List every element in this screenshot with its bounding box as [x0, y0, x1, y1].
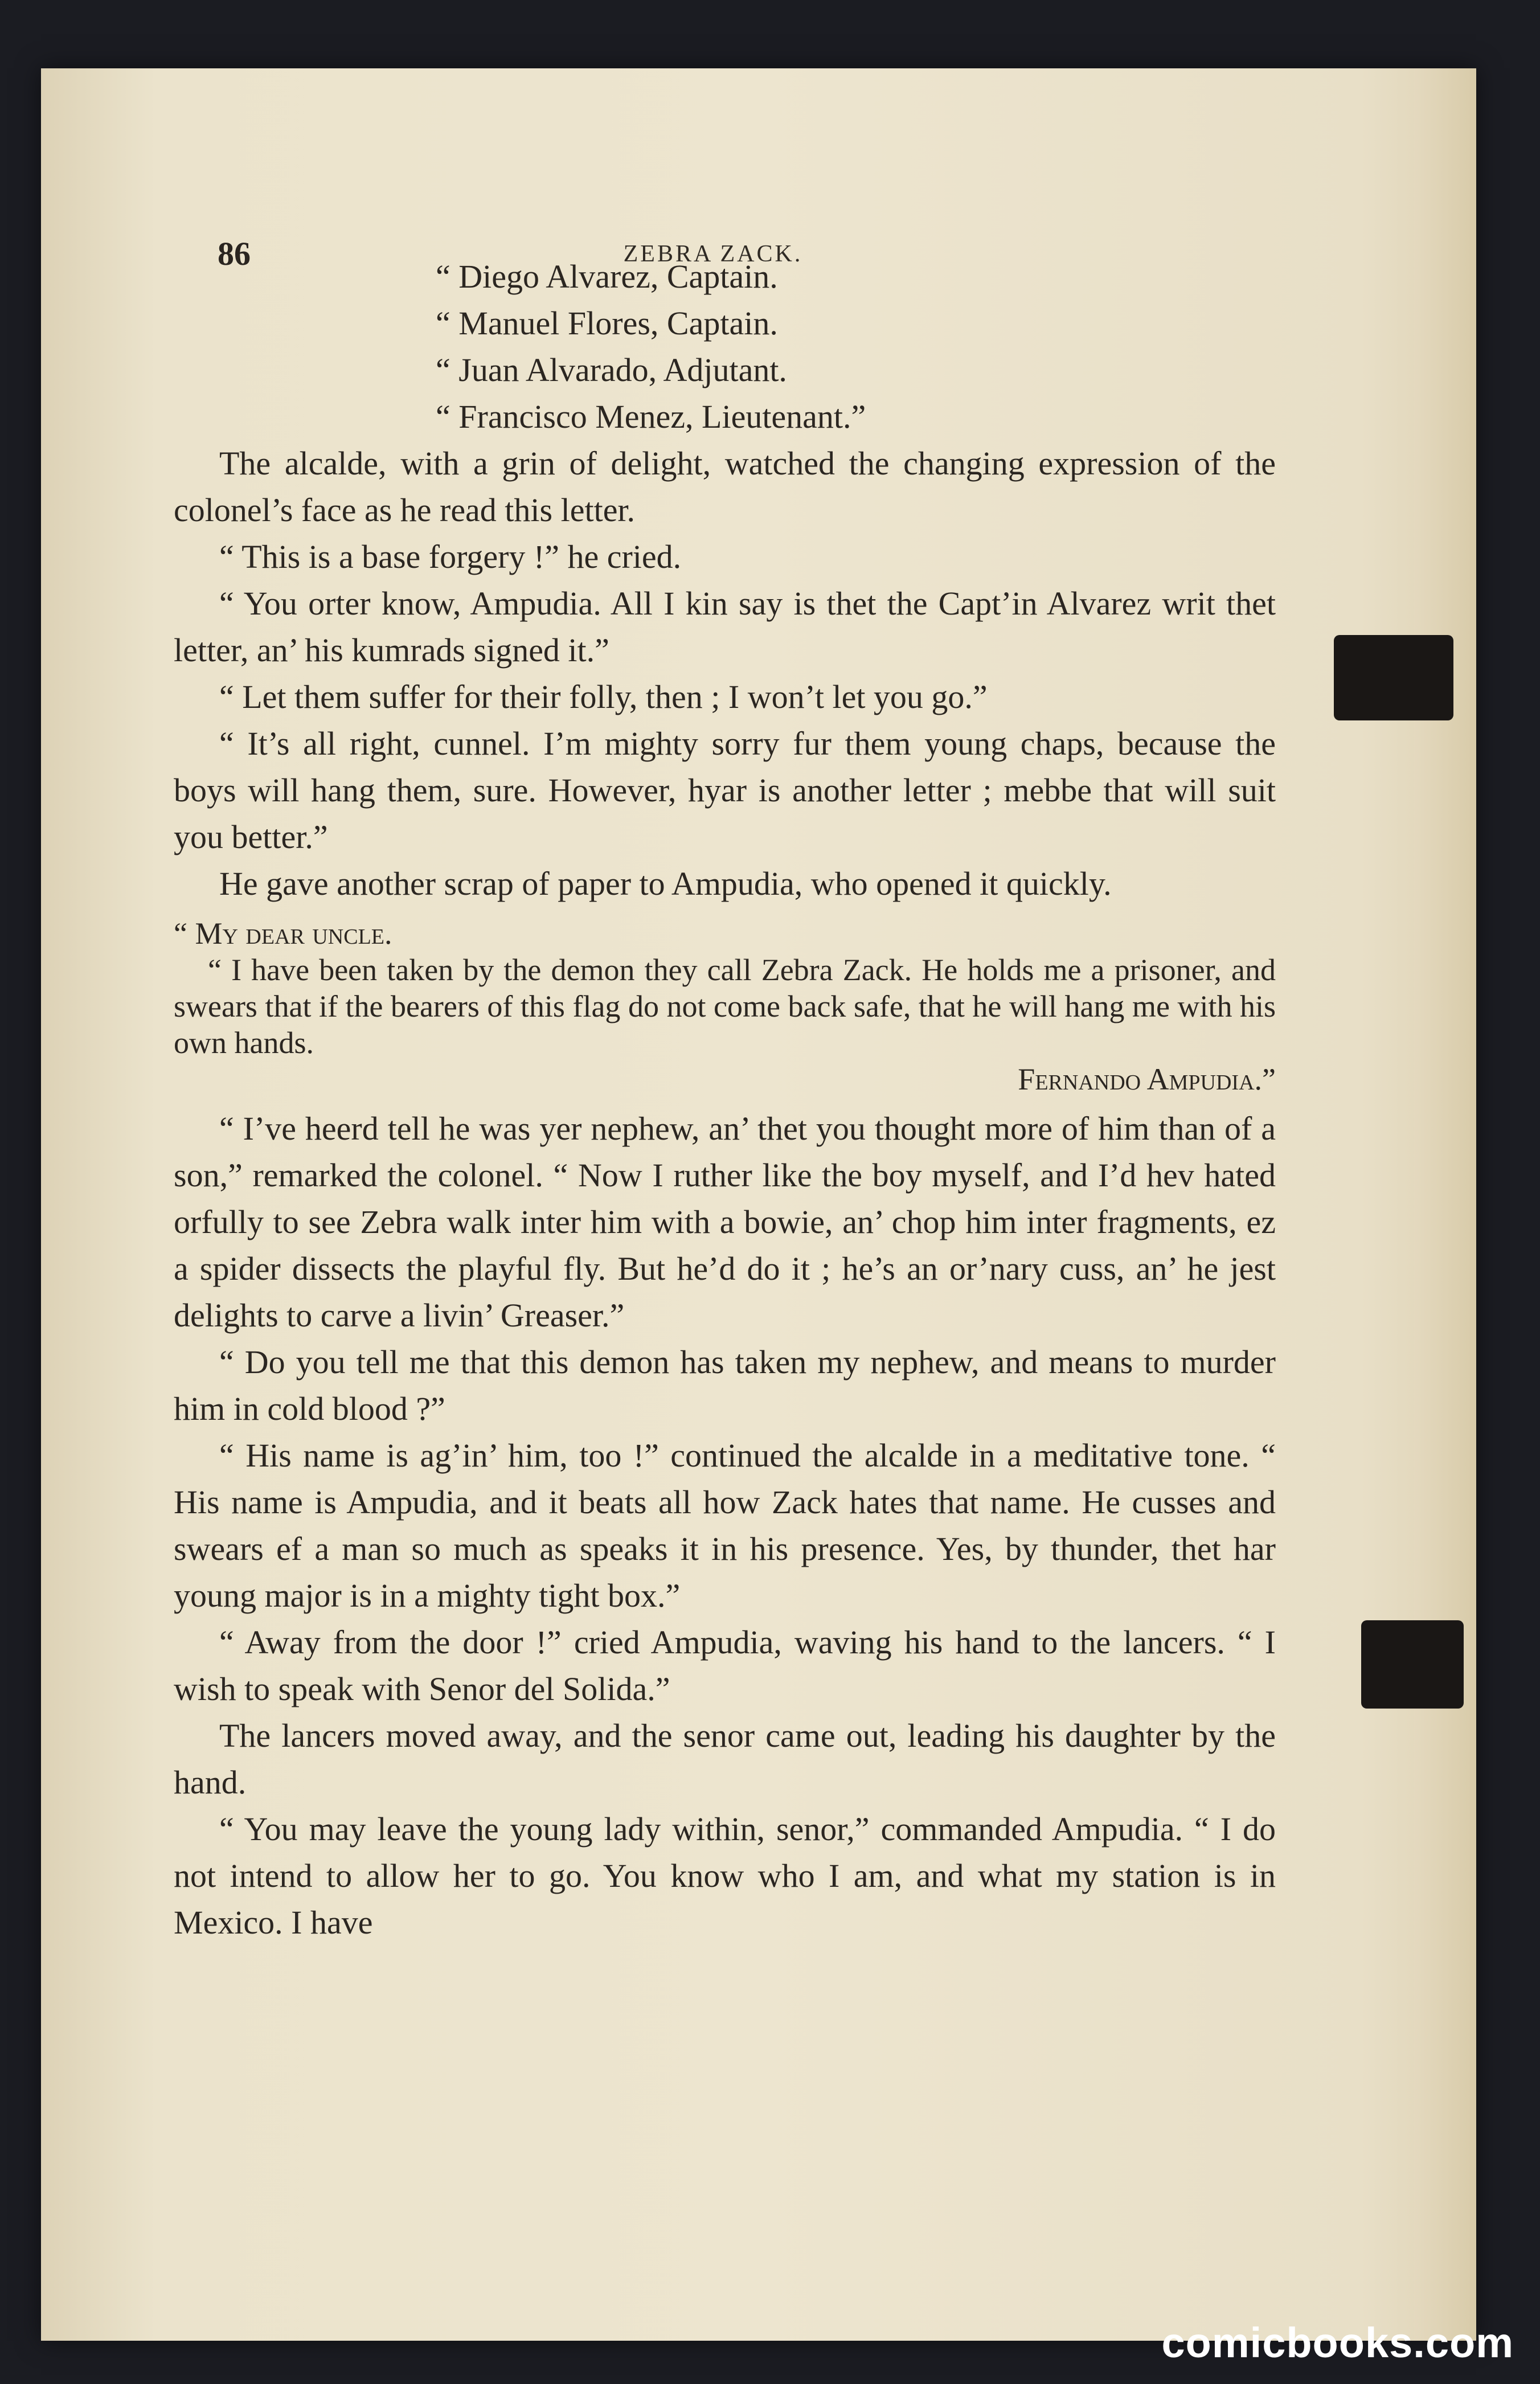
page-body [174, 253, 1276, 1946]
paragraph: The alcalde, with a grin of delight, watched the changing expression of the colonel’s face as he read this letter. [174, 445, 1276, 529]
paragraph: “ I’ve heerd tell he was yer nephew, an’ thet you thought more of him than of a son,” remarked the colonel. “ Now I ruther like the boy myself, and I’d hev hated orfully to see Zebra walk inter him with a bowie, an’ chop him inter fragments, ez a spider dissects the playful fly. But he’d do it ; he’s an or’nary cuss, an’ he jest delights to carve a livin’ Greaser.” [174, 1110, 1276, 1334]
site-watermark: comicbooks.com [1161, 2319, 1514, 2366]
signature-block [436, 253, 1276, 440]
binding-tab [1361, 1620, 1464, 1709]
paragraph: “ Away from the door !” cried Ampudia, waving his hand to the lancers. “ I wish to speak with Senor del Solida.” [174, 1624, 1276, 1707]
signature-line: “ Juan Alvarado, Adjutant. [436, 351, 787, 388]
signature-line: “ Diego Alvarez, Captain. [436, 258, 778, 295]
running-head: ZEBRA ZACK. [623, 241, 803, 267]
paragraph: “ Do you tell me that this demon has taken my nephew, and means to murder him in cold blood ?” [174, 1343, 1276, 1427]
paragraph: The lancers moved away, and the senor came out, leading his daughter by the hand. [174, 1717, 1276, 1801]
letter-signature: Fernando Ampudia.” [1018, 1062, 1276, 1096]
letter-body: “ I have been taken by the demon they call Zebra Zack. He holds me a prisoner, and swears that if the bearers of this flag do not come back safe, that he will hang me with his own hands. [174, 953, 1276, 1060]
paragraph: “ His name is ag’in’ him, too !” continued the alcalde in a meditative tone. “ His name is Ampudia, and it beats all how Zack hates that name. He cusses and swears ef a man so much as speaks it in his presence. Yes, by thunder, thet har young major is in a mighty tight box.” [174, 1437, 1276, 1614]
paragraph: “ This is a base forgery !” he cried. [219, 538, 682, 575]
signature-line: “ Manuel Flores, Captain. [436, 305, 778, 342]
paragraph: “ You orter know, Ampudia. All I kin say is thet the Capt’in Alvarez writ thet letter, an’ his kumrads signed it.” [174, 585, 1276, 669]
quoted-letter [174, 915, 1276, 1097]
paragraph: “ Let them suffer for their folly, then ; I won’t let you go.” [219, 678, 988, 715]
paragraph: He gave another scrap of paper to Ampudia, who opened it quickly. [219, 865, 1112, 902]
letter-salutation: “ My dear uncle. [174, 916, 392, 951]
binding-tab [1334, 635, 1453, 720]
paragraph: “ You may leave the young lady within, senor,” commanded Ampudia. “ I do not intend to allow her to go. You know who I am, and what my station is in Mexico. I have [174, 1810, 1276, 1941]
paragraph: “ It’s all right, cunnel. I’m mighty sorry fur them young chaps, because the boys will hang them, sure. However, hyar is another letter ; mebbe that will suit you better.” [174, 725, 1276, 855]
page-number: 86 [218, 235, 251, 272]
signature-line: “ Francisco Menez, Lieutenant.” [436, 398, 866, 435]
page-binding-edge [1414, 68, 1476, 2341]
